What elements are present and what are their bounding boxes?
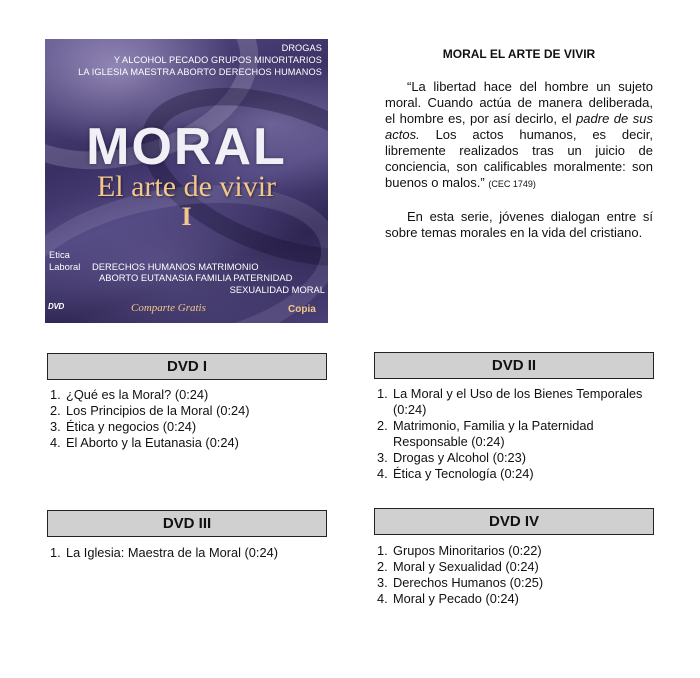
cover-topic-line: ABORTO EUTANASIA FAMILIA PATERNIDAD (99, 272, 293, 283)
quote-text: “La libertad hace del hombre un sujeto moral. Cuando actúa de manera deliberada, el hombre es, por así decirlo, el (385, 79, 653, 126)
description-block (385, 46, 653, 241)
list-item: 1. La Moral y el Uso de los Bienes Temporales (0:24) (377, 386, 643, 417)
catechism-quote (385, 79, 653, 192)
list-item: 3. Ética y negocios (0:24) (50, 419, 197, 434)
cover-topic-line: LA IGLESIA MAESTRA ABORTO DERECHOS HUMANOS (78, 67, 322, 77)
list-item: 2. Matrimonio, Familia y la Paternidad Responsable (0:24) (377, 418, 594, 449)
cover-subtitle: El arte de vivir (96, 170, 277, 203)
cover-comparte-gratis: Comparte Gratis (131, 302, 206, 314)
cover-copia: Copia (288, 304, 316, 315)
series-description: En esta serie, jóvenes dialogan entre sí sobre temas morales en la vida del cristiano. (385, 209, 653, 240)
quote-italic: padre de sus actos. (385, 111, 653, 142)
quote-text: Los actos humanos, es decir, libremente realizados tras un juicio de conciencia, son calificables moralmente: son buenos o malos.” (385, 127, 653, 190)
cover-topic-etica: Etica (49, 249, 70, 260)
dvd-2-episode-list (374, 386, 649, 482)
cover-topic-line: DERECHOS HUMANOS MATRIMONIO (92, 260, 259, 272)
dvd-1-episode-list (47, 387, 327, 451)
dvd-4-episode-list (374, 543, 654, 607)
cover-volume: I (181, 202, 192, 231)
list-item: 2. Moral y Sexualidad (0:24) (377, 559, 539, 574)
dvd-3-header: DVD III (47, 510, 327, 537)
list-item: 1. Grupos Minoritarios (0:22) (377, 543, 542, 558)
cover-topic-laboral: Laboral (49, 260, 81, 272)
quote-citation: (CEC 1749) (488, 179, 536, 189)
list-item: 3. Drogas y Alcohol (0:23) (377, 450, 527, 465)
list-item: 1. ¿Qué es la Moral? (0:24) (50, 387, 209, 402)
cover-topic-line: Y ALCOHOL PECADO GRUPOS MINORITARIOS (113, 55, 322, 65)
description-title: MORAL EL ARTE DE VIVIR (442, 47, 596, 61)
dvd-3-episode-list (47, 545, 327, 561)
list-item: 2. Los Principios de la Moral (0:24) (50, 403, 250, 418)
dvd-cover-image (45, 39, 328, 323)
cover-topics-top (45, 42, 322, 78)
cover-topic-line: SEXUALIDAD MORAL (229, 283, 325, 295)
list-item: 3. Derechos Humanos (0:25) (377, 575, 544, 590)
dvd-logo: DVD (48, 302, 64, 311)
list-item: 4. Moral y Pecado (0:24) (377, 591, 519, 606)
cover-topic-line: DROGAS (281, 43, 322, 53)
dvd-1-header: DVD I (47, 353, 327, 380)
list-item: 1. La Iglesia: Maestra de la Moral (0:24) (50, 545, 278, 560)
cover-title: MORAL (86, 118, 287, 176)
list-item: 4. El Aborto y la Eutanasia (0:24) (50, 435, 239, 450)
dvd-4-header: DVD IV (374, 508, 654, 535)
list-item: 4. Ética y Tecnología (0:24) (377, 466, 534, 481)
dvd-2-header: DVD II (374, 352, 654, 379)
